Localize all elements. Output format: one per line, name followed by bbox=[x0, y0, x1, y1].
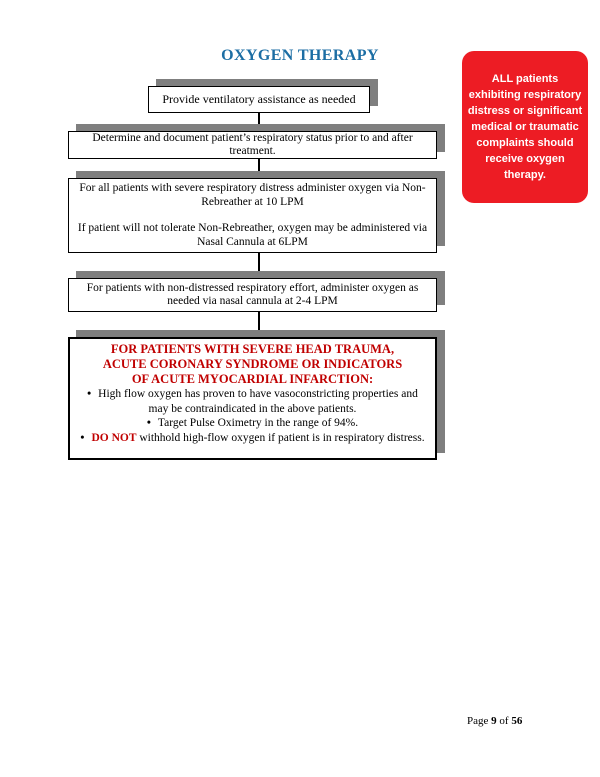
flow-connector-2 bbox=[258, 158, 260, 179]
flow-connector-3 bbox=[258, 252, 260, 279]
bullet-icon: • bbox=[80, 431, 85, 444]
flow-box-paragraph-1: For all patients with severe respiratory distress administer oxygen via Non-Rebreather at 10 LPM bbox=[79, 182, 426, 208]
footer-of-label: of bbox=[499, 715, 509, 727]
flow-connector-1 bbox=[258, 112, 260, 132]
bullet-text: withhold high-flow oxygen if patient is in respiratory distress. bbox=[136, 431, 425, 444]
flow-connector-4 bbox=[258, 311, 260, 338]
side-note-text: ALL patients exhibiting respiratory distress or significant medical or traumatic complaints should receive oxygen therapy. bbox=[467, 73, 583, 181]
bullet-item-do-not-withhold bbox=[80, 431, 425, 446]
bullet-icon: • bbox=[146, 417, 151, 429]
do-not-emphasis: DO NOT bbox=[91, 431, 137, 444]
flow-box-head-trauma-warning bbox=[68, 337, 437, 460]
footer-page-label: Page bbox=[467, 715, 489, 727]
flow-box-text: For patients with non-distressed respiratory effort, administer oxygen as needed via nasal cannula at 2-4 LPM bbox=[86, 281, 419, 307]
bullet-icon: • bbox=[87, 388, 92, 400]
bullet-item-vasoconstricting bbox=[80, 387, 425, 416]
flow-box-text: Determine and document patient’s respiratory status prior to and after treatment. bbox=[92, 131, 413, 157]
paragraph-gap bbox=[71, 209, 434, 222]
flow-box-severe-distress bbox=[68, 178, 437, 253]
flow-box-paragraph-2: If patient will not tolerate Non-Rebreather, oxygen may be administered via Nasal Cannula at 6LPM bbox=[77, 222, 428, 248]
warning-heading: FOR PATIENTS WITH SEVERE HEAD TRAUMA, ACUTE CORONARY SYNDROME OR INDICATORS OF ACUTE MYOCARDIAL INFARCTION: bbox=[102, 342, 403, 386]
flow-box-document-status bbox=[68, 131, 437, 159]
flow-box-non-distressed bbox=[68, 278, 437, 312]
bullet-item-pulse-oximetry bbox=[80, 416, 425, 431]
flow-box-text: Provide ventilatory assistance as needed bbox=[162, 91, 356, 106]
footer-total-pages: 56 bbox=[511, 715, 523, 727]
warning-bullet-list bbox=[70, 387, 435, 445]
flow-box-ventilatory-assistance bbox=[148, 86, 370, 113]
page-number-footer bbox=[467, 715, 522, 727]
bullet-text: Target Pulse Oximetry in the range of 94%. bbox=[157, 417, 359, 429]
page-title: OXYGEN THERAPY bbox=[221, 47, 379, 64]
bullet-text: High flow oxygen has proven to have vasoconstricting properties and may be contraindicated in the above patients. bbox=[98, 388, 418, 415]
footer-page-number: 9 bbox=[491, 715, 497, 727]
oxygen-therapy-side-note bbox=[462, 51, 588, 203]
